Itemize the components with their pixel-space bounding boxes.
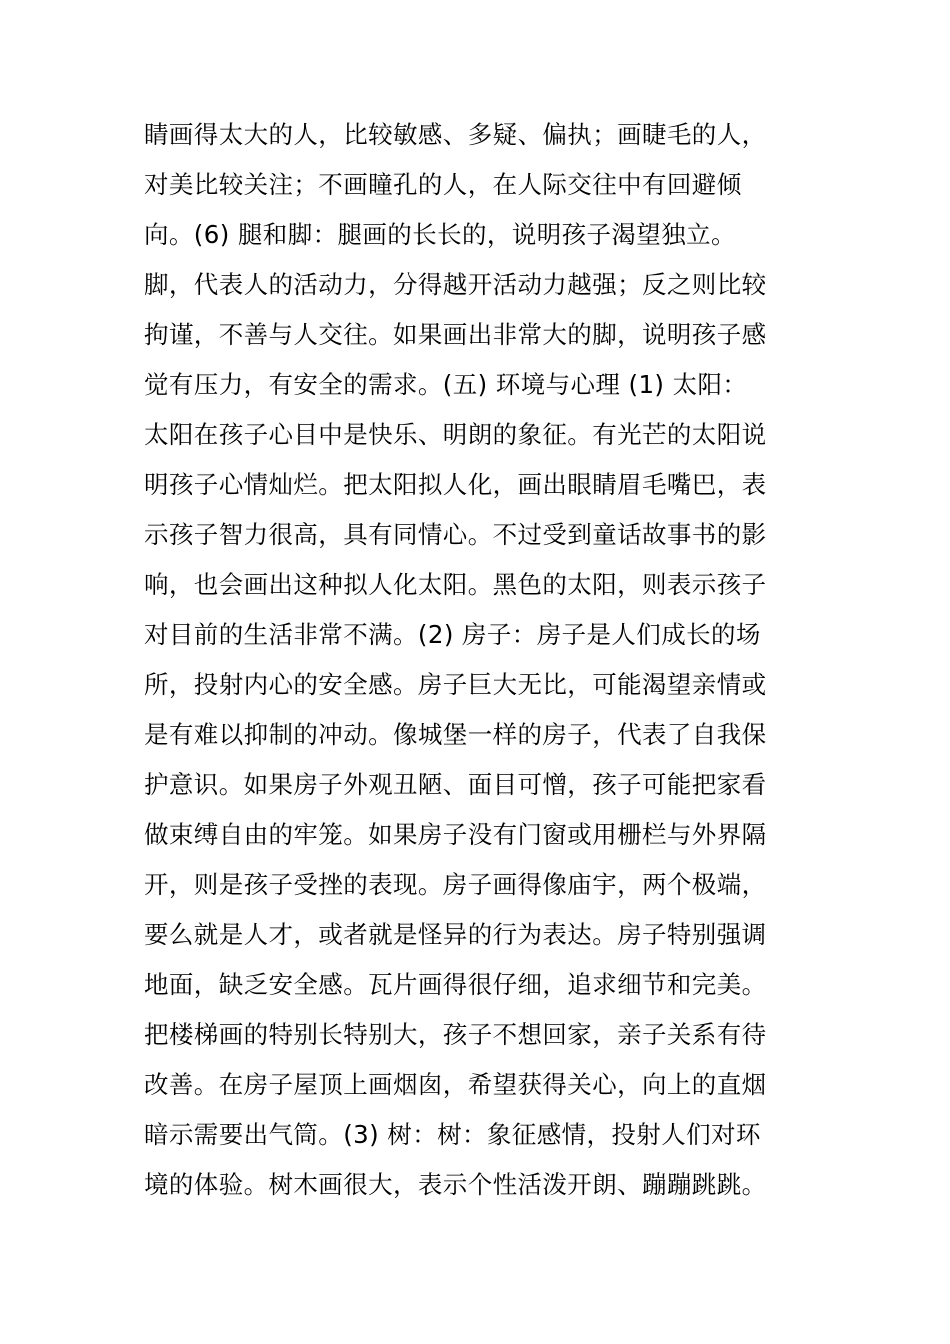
text-line: 暗示需要出气筒。(3) 树：树：象征感情，投射人们对环 <box>144 1120 761 1149</box>
text-line: 要么就是人才，或者就是怪异的行为表达。房子特别强调 <box>144 920 767 949</box>
text-line: 觉有压力，有安全的需求。(五) 环境与心理 (1) 太阳： <box>144 370 748 399</box>
text-line: 太阳在孩子心目中是快乐、明朗的象征。有光芒的太阳说 <box>144 420 767 449</box>
text-line: 明孩子心情灿烂。把太阳拟人化，画出眼睛眉毛嘴巴，表 <box>144 470 767 499</box>
text-line: 对目前的生活非常不满。(2) 房子：房子是人们成长的场 <box>144 620 761 649</box>
body-text <box>144 110 804 1210</box>
text-line: 把楼梯画的特别长特别大，孩子不想回家，亲子关系有待 <box>144 1020 767 1049</box>
text-line: 向。(6) 腿和脚：腿画的长长的，说明孩子渴望独立。 <box>144 220 736 249</box>
text-line: 睛画得太大的人，比较敏感、多疑、偏执；画睫毛的人， <box>144 120 767 149</box>
text-line: 地面，缺乏安全感。瓦片画得很仔细，追求细节和完美。 <box>144 970 767 999</box>
text-line: 是有难以抑制的冲动。像城堡一样的房子，代表了自我保 <box>144 720 767 749</box>
text-line: 开，则是孩子受挫的表现。房子画得像庙宇，两个极端， <box>144 870 767 899</box>
text-line: 响，也会画出这种拟人化太阳。黑色的太阳，则表示孩子 <box>144 570 767 599</box>
text-line: 脚，代表人的活动力，分得越开活动力越强；反之则比较 <box>144 270 767 299</box>
text-line: 所，投射内心的安全感。房子巨大无比，可能渴望亲情或 <box>144 670 767 699</box>
text-line: 改善。在房子屋顶上画烟囱，希望获得关心，向上的直烟 <box>144 1070 767 1099</box>
text-line: 境的体验。树木画很大，表示个性活泼开朗、蹦蹦跳跳。 <box>144 1170 767 1199</box>
text-line: 护意识。如果房子外观丑陋、面目可憎，孩子可能把家看 <box>144 770 767 799</box>
text-line: 示孩子智力很高，具有同情心。不过受到童话故事书的影 <box>144 520 767 549</box>
text-line: 拘谨，不善与人交往。如果画出非常大的脚，说明孩子感 <box>144 320 767 349</box>
text-line: 做束缚自由的牢笼。如果房子没有门窗或用栅栏与外界隔 <box>144 820 767 849</box>
text-line: 对美比较关注；不画瞳孔的人，在人际交往中有回避倾 <box>144 170 742 199</box>
